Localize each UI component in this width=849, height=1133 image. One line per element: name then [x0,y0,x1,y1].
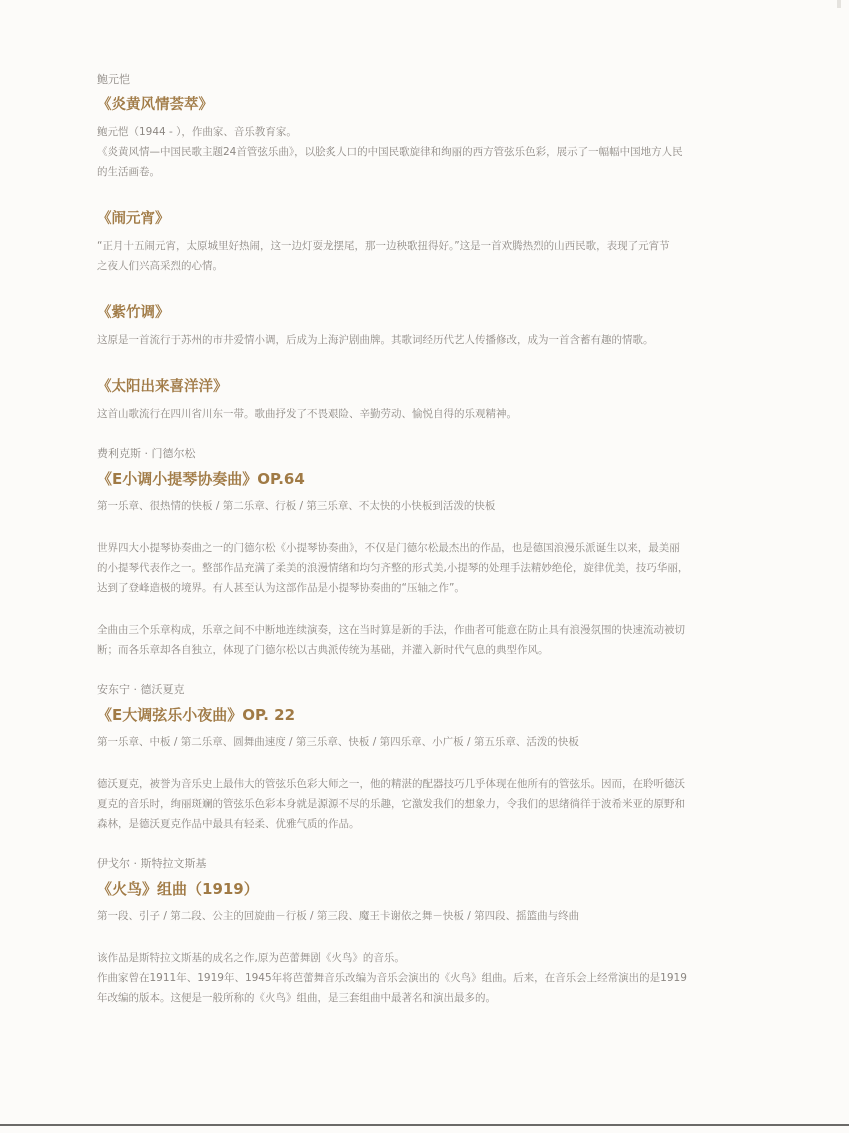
bottom-border [0,1124,849,1126]
composer-name: 费利克斯 · 门德尔松 [97,447,196,460]
composer-name: 鲍元恺 [97,73,130,86]
movements-list: 第一乐章、很热情的快板 / 第二乐章、行板 / 第三乐章、不太快的小快板到活泼的快板 [97,500,496,512]
text-line: 年改编的版本。这便是一般所称的《火鸟》组曲，是三套组曲中最著名和演出最多的。 [97,992,496,1004]
movements-list: 第一段、引子 / 第二段、公主的回旋曲－行板 / 第三段、魔王卡谢依之舞－快板 / 第四段、摇篮曲与终曲 [97,910,580,922]
text-line: 的小提琴代表作之一。整部作品充满了柔美的浪漫情绪和均匀齐整的形式美,小提琴的处理手法精妙绝伦，旋律优美，技巧华丽， [97,562,689,574]
movements-list: 第一乐章、中板 / 第二乐章、圆舞曲速度 / 第三乐章、快板 / 第四乐章、小广板 / 第五乐章、活泼的快板 [97,736,579,748]
text-line: 鲍元恺（1944 - ），作曲家、音乐教育家。 [97,126,297,138]
section-zizhu-diao [97,302,722,350]
piece-title: 《E小调小提琴协奏曲》OP.64 [97,470,305,488]
text-line: 这首山歌流行在四川省川东一带。歌曲抒发了不畏艰险、辛勤劳动、愉悦自得的乐观精神。 [97,408,517,420]
piece-title: 《闹元宵》 [97,211,170,227]
text-line: 森林，是德沃夏克作品中最具有轻柔、优雅气质的作品。 [97,818,360,830]
text-line: 断；而各乐章却各自独立，体现了门德尔松以古典派传统为基础，并灌入新时代气息的典型作风。 [97,644,549,656]
text-line: 该作品是斯特拉文斯基的成名之作,原为芭蕾舞剧《火鸟》的音乐。 [97,952,405,964]
text-line: 之夜人们兴高采烈的心情。 [97,260,223,272]
section-dvorak [97,682,722,834]
piece-title: 《紫竹调》 [97,305,170,321]
section-bao-yuankai [97,72,722,182]
piece-title: 《炎黄风情荟萃》 [97,97,213,113]
section-taiyang-chulai [97,376,722,424]
text-line: 达到了登峰造极的境界。有人甚至认为这部作品是小提琴协奏曲的“压轴之作”。 [97,582,465,594]
composer-name: 伊戈尔 · 斯特拉文斯基 [97,857,207,870]
text-line: 全曲由三个乐章构成，乐章之间不中断地连续演奏，这在当时算是新的手法，作曲者可能意在防止具有浪漫氛围的快速流动被切 [97,624,685,636]
piece-title: 《火鸟》组曲（1919） [97,880,259,898]
program-notes [97,72,722,1008]
text-line: 的生活画卷。 [97,166,160,178]
text-line: 作曲家曾在1911年、1919年、1945年将芭蕾舞音乐改编为音乐会演出的《火鸟》组曲。后来，在音乐会上经常演出的是1919 [97,972,687,984]
text-line: 这原是一首流行于苏州的市井爱情小调，后成为上海沪剧曲牌。其歌词经历代艺人传播修改，成为一首含蓄有趣的情歌。 [97,334,654,346]
text-line: 世界四大小提琴协奏曲之一的门德尔松《小提琴协奏曲》，不仅是门德尔松最杰出的作品，也是德国浪漫乐派诞生以来，最美丽 [97,542,680,554]
text-line: “正月十五闹元宵，太原城里好热闹，这一边灯耍龙摆尾，那一边秧歌扭得好。”这是一首欢腾热烈的山西民歌，表现了元宵节 [97,240,670,252]
section-mendelssohn [97,446,722,660]
section-nao-yuanxiao [97,208,722,276]
section-stravinsky [97,856,722,1008]
corner-mark [837,0,841,8]
composer-name: 安东宁 · 德沃夏克 [97,683,185,696]
piece-title: 《E大调弦乐小夜曲》OP. 22 [97,706,296,724]
text-line: 德沃夏克，被誉为音乐史上最伟大的管弦乐色彩大师之一，他的精湛的配器技巧几乎体现在他所有的管弦乐。因而，在聆听德沃 [97,778,685,790]
text-line: 《炎黄风情—中国民歌主题24首管弦乐曲》，以脍炙人口的中国民歌旋律和绚丽的西方管弦乐色彩，展示了一幅幅中国地方人民 [97,146,683,158]
text-line: 夏克的音乐时，绚丽斑斓的管弦乐色彩本身就是源源不尽的乐趣，它激发我们的想象力，令我们的思绪徜徉于波希米亚的原野和 [97,798,685,810]
piece-title: 《太阳出来喜洋洋》 [97,379,228,395]
